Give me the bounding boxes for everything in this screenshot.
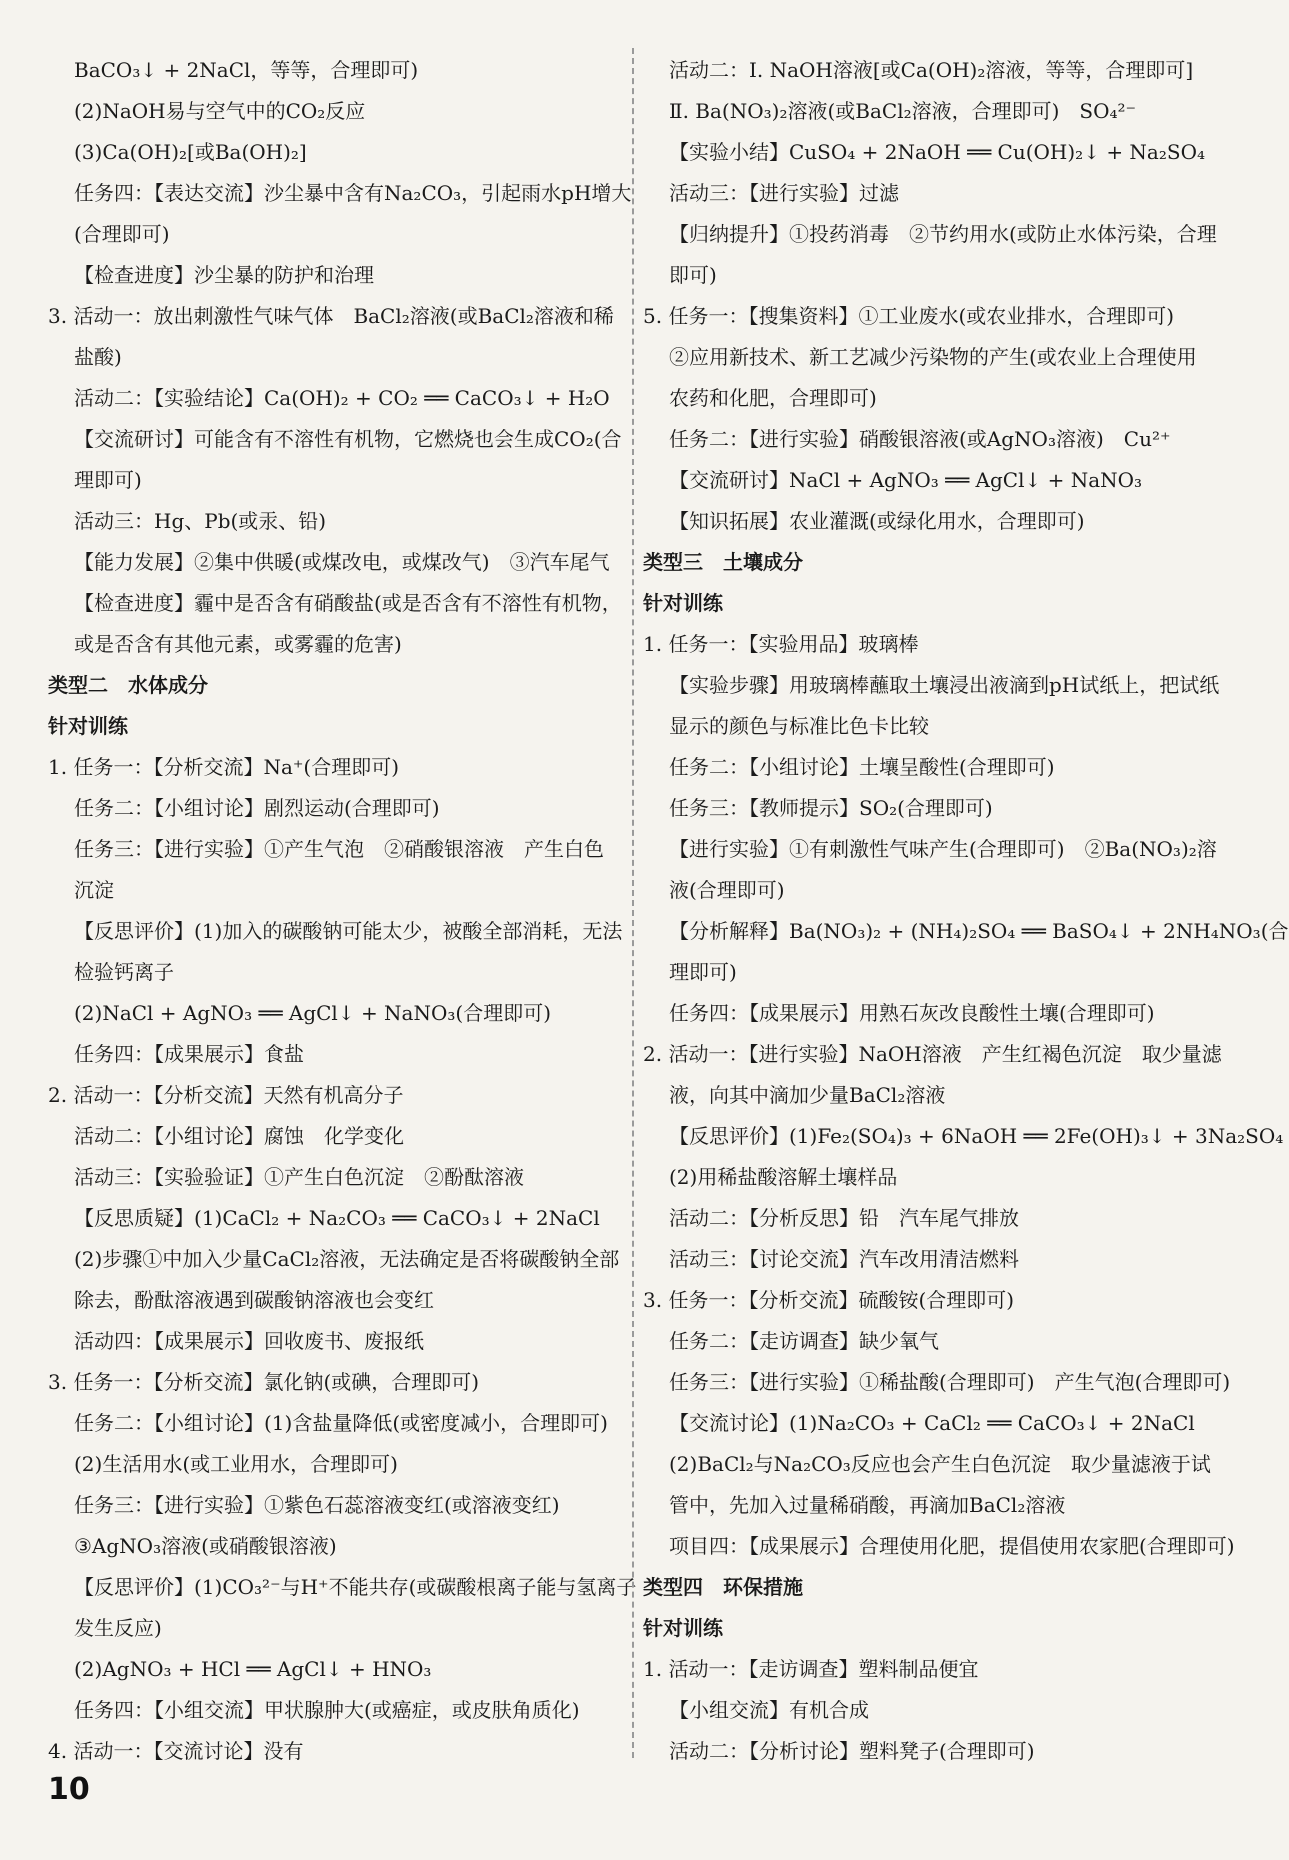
answer-line: 【反思质疑】(1)CaCl₂ + Na₂CO₃ ══ CaCO₃↓ + 2NaCl — [74, 1206, 600, 1230]
answer-line: Ⅱ. Ba(NO₃)₂溶液(或BaCl₂溶液，合理即可) SO₄²⁻ — [669, 99, 1137, 123]
answer-line: ③AgNO₃溶液(或硝酸银溶液) — [74, 1534, 337, 1558]
answer-line: 任务二：【进行实验】硝酸银溶液(或AgNO₃溶液) Cu²⁺ — [669, 427, 1171, 451]
answer-line: 3. 活动一：放出刺激性气味气体 BaCl₂溶液(或BaCl₂溶液和稀 — [48, 304, 614, 328]
left-column — [48, 50, 637, 1772]
answer-line: 【能力发展】②集中供暖(或煤改电，或煤改气) ③汽车尾气 — [74, 550, 610, 574]
answer-line: 理即可) — [669, 960, 737, 984]
answer-line: BaCO₃↓ + 2NaCl，等等，合理即可) — [74, 58, 419, 82]
answer-line: 任务二：【小组讨论】(1)含盐量降低(或密度减小，合理即可) — [74, 1411, 608, 1435]
answer-line: 【实验步骤】用玻璃棒蘸取土壤浸出液滴到pH试纸上，把试纸 — [669, 673, 1220, 697]
answer-line: 【检查进度】沙尘暴的防护和治理 — [74, 263, 374, 287]
answer-line: 活动三：【实验验证】①产生白色沉淀 ②酚酞溶液 — [74, 1165, 524, 1189]
answer-line: 任务四：【小组交流】甲状腺肿大(或癌症，或皮肤角质化) — [74, 1698, 580, 1722]
answer-line: 3. 任务一：【分析交流】氯化钠(或碘，合理即可) — [48, 1370, 480, 1394]
answer-line: 任务四：【成果展示】食盐 — [74, 1042, 304, 1066]
answer-line: 【实验小结】CuSO₄ + 2NaOH ══ Cu(OH)₂↓ + Na₂SO₄ — [669, 140, 1205, 164]
answer-line: 1. 任务一：【分析交流】Na⁺(合理即可) — [48, 755, 400, 779]
answer-line: 即可) — [669, 263, 717, 287]
answer-line: 任务四：【表达交流】沙尘暴中含有Na₂CO₃，引起雨水pH增大 — [74, 181, 632, 205]
answer-line: 任务三：【教师提示】SO₂(合理即可) — [669, 796, 993, 820]
answer-line: (3)Ca(OH)₂[或Ba(OH)₂] — [74, 140, 307, 164]
answer-line: 农药和化肥，合理即可) — [669, 386, 877, 410]
answer-line: 项目四：【成果展示】合理使用化肥，提倡使用农家肥(合理即可) — [669, 1534, 1235, 1558]
answer-line: 【交流研讨】NaCl + AgNO₃ ══ AgCl↓ + NaNO₃ — [669, 468, 1143, 492]
answer-line: 1. 活动一：【走访调查】塑料制品便宜 — [643, 1657, 979, 1681]
answer-line: (2)生活用水(或工业用水，合理即可) — [74, 1452, 398, 1476]
answer-line: 液，向其中滴加少量BaCl₂溶液 — [669, 1083, 946, 1107]
answer-line: 【知识拓展】农业灌溉(或绿化用水，合理即可) — [669, 509, 1085, 533]
answer-line: 活动二：【实验结论】Ca(OH)₂ + CO₂ ══ CaCO₃↓ + H₂O — [74, 386, 610, 410]
answer-line: 或是否含有其他元素，或雾霾的危害) — [74, 632, 402, 656]
answer-line: 【小组交流】有机合成 — [669, 1698, 869, 1722]
answer-line: 液(合理即可) — [669, 878, 785, 902]
answer-line: 【反思评价】(1)CO₃²⁻与H⁺不能共存(或碳酸根离子能与氢离子 — [74, 1575, 637, 1599]
answer-line: (2)用稀盐酸溶解土壤样品 — [669, 1165, 898, 1189]
answer-line: 【交流讨论】(1)Na₂CO₃ + CaCl₂ ══ CaCO₃↓ + 2NaCl — [669, 1411, 1195, 1435]
answer-line: 管中，先加入过量稀硝酸，再滴加BaCl₂溶液 — [669, 1493, 1066, 1517]
answer-line: 除去，酚酞溶液遇到碳酸钠溶液也会变红 — [74, 1288, 434, 1312]
answer-line: (2)步骤①中加入少量CaCl₂溶液，无法确定是否将碳酸钠全部 — [74, 1247, 620, 1271]
section-heading: 针对训练 — [643, 591, 723, 615]
answer-line: 任务四：【成果展示】用熟石灰改良酸性土壤(合理即可) — [669, 1001, 1155, 1025]
answer-line: 5. 任务一：【搜集资料】①工业废水(或农业排水，合理即可) — [643, 304, 1175, 328]
answer-line: 发生反应) — [74, 1616, 162, 1640]
answer-line: 活动三：Hg、Pb(或汞、铅) — [74, 509, 327, 533]
answer-line: 活动四：【成果展示】回收废书、废报纸 — [74, 1329, 424, 1353]
answer-line: 【分析解释】Ba(NO₃)₂ + (NH₄)₂SO₄ ══ BaSO₄↓ + 2NH₄NO₃(合 — [669, 919, 1289, 943]
section-heading: 类型二 水体成分 — [48, 673, 208, 697]
answer-line: 4. 活动一：【交流讨论】没有 — [48, 1739, 304, 1763]
answer-line: 任务三：【进行实验】①产生气泡 ②硝酸银溶液 产生白色 — [74, 837, 604, 861]
answer-line: 活动二：【小组讨论】腐蚀 化学变化 — [74, 1124, 404, 1148]
answer-line: 理即可) — [74, 468, 142, 492]
answer-line: 显示的颜色与标准比色卡比较 — [669, 714, 929, 738]
answer-line: 2. 活动一：【分析交流】天然有机高分子 — [48, 1083, 404, 1107]
section-heading: 针对训练 — [643, 1616, 723, 1640]
answer-line: 任务二：【小组讨论】剧烈运动(合理即可) — [74, 796, 440, 820]
answer-line: 沉淀 — [74, 878, 114, 902]
answer-line: 盐酸) — [74, 345, 122, 369]
answer-line: (2)BaCl₂与Na₂CO₃反应也会产生白色沉淀 取少量滤液于试 — [669, 1452, 1211, 1476]
answer-line: 任务二：【走访调查】缺少氧气 — [669, 1329, 939, 1353]
answer-line: 【交流研讨】可能含有不溶性有机物，它燃烧也会生成CO₂(合 — [74, 427, 622, 451]
answer-line: (合理即可) — [74, 222, 170, 246]
answer-line: 【反思评价】(1)Fe₂(SO₄)₃ + 6NaOH ══ 2Fe(OH)₃↓ + 3Na₂SO₄ — [669, 1124, 1284, 1148]
page-number: 10 — [48, 1772, 90, 1807]
right-column — [643, 50, 1289, 1772]
section-heading: 类型三 土壤成分 — [643, 550, 803, 574]
answer-line: 【反思评价】(1)加入的碳酸钠可能太少，被酸全部消耗，无法 — [74, 919, 623, 943]
answer-line: 【检查进度】霾中是否含有硝酸盐(或是否含有不溶性有机物， — [74, 591, 622, 615]
answer-line: 活动二：Ⅰ. NaOH溶液[或Ca(OH)₂溶液，等等，合理即可] — [669, 58, 1194, 82]
answer-line: 检验钙离子 — [74, 960, 174, 984]
answer-line: 任务二：【小组讨论】土壤呈酸性(合理即可) — [669, 755, 1055, 779]
answer-line: 2. 活动一：【进行实验】NaOH溶液 产生红褐色沉淀 取少量滤 — [643, 1042, 1222, 1066]
answer-line: 任务三：【进行实验】①稀盐酸(合理即可) 产生气泡(合理即可) — [669, 1370, 1231, 1394]
answer-line: 活动二：【分析讨论】塑料凳子(合理即可) — [669, 1739, 1035, 1763]
section-heading: 类型四 环保措施 — [643, 1575, 803, 1599]
answer-line: (2)NaOH易与空气中的CO₂反应 — [74, 99, 366, 123]
answer-line: (2)AgNO₃ + HCl ══ AgCl↓ + HNO₃ — [74, 1657, 432, 1681]
answer-line: 1. 任务一：【实验用品】玻璃棒 — [643, 632, 919, 656]
answer-line: 任务三：【进行实验】①紫色石蕊溶液变红(或溶液变红) — [74, 1493, 560, 1517]
answer-line: 3. 任务一：【分析交流】硫酸铵(合理即可) — [643, 1288, 1015, 1312]
answer-line: (2)NaCl + AgNO₃ ══ AgCl↓ + NaNO₃(合理即可) — [74, 1001, 552, 1025]
answer-line: 活动三：【讨论交流】汽车改用清洁燃料 — [669, 1247, 1019, 1271]
column-divider — [632, 48, 634, 1758]
answer-line: 活动三：【进行实验】过滤 — [669, 181, 899, 205]
answer-line: 活动二：【分析反思】铅 汽车尾气排放 — [669, 1206, 1019, 1230]
answer-line: 【进行实验】①有刺激性气味产生(合理即可) ②Ba(NO₃)₂溶 — [669, 837, 1217, 861]
answer-line: ②应用新技术、新工艺减少污染物的产生(或农业上合理使用 — [669, 345, 1197, 369]
section-heading: 针对训练 — [48, 714, 128, 738]
answer-line: 【归纳提升】①投药消毒 ②节约用水(或防止水体污染，合理 — [669, 222, 1217, 246]
